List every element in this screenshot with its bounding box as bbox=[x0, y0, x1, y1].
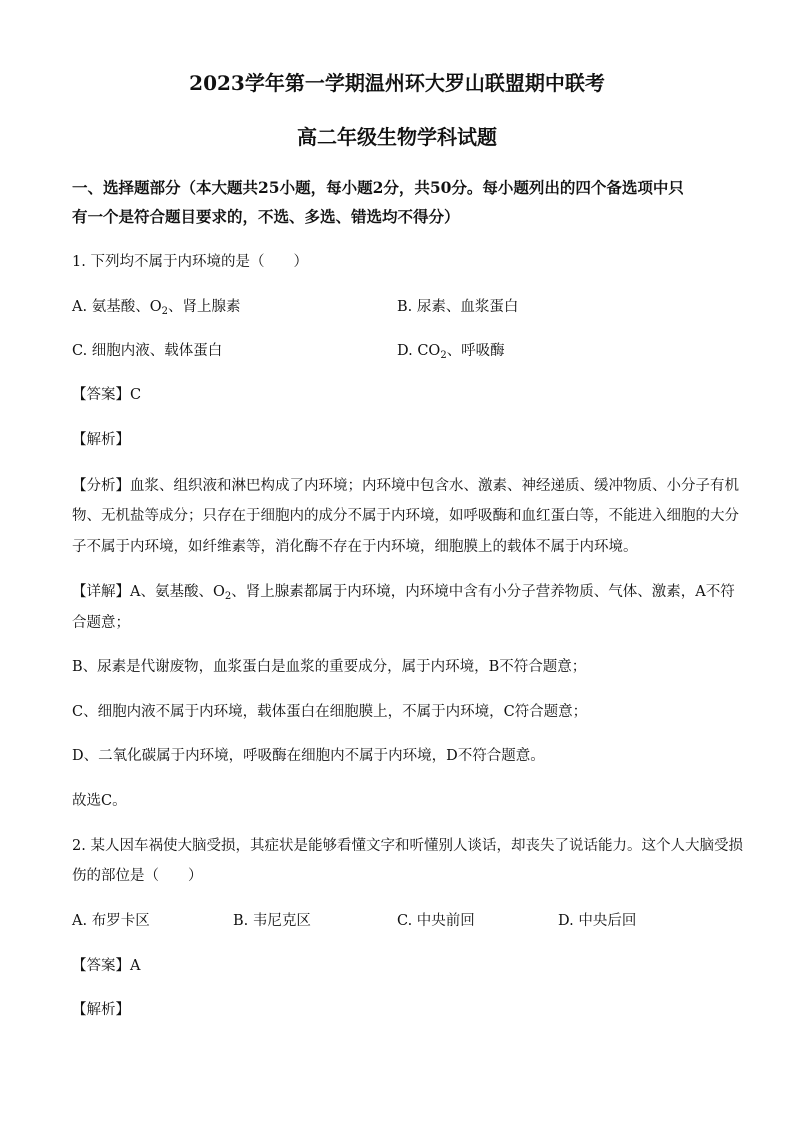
question-1-conclusion: 故选C。 bbox=[72, 793, 127, 809]
option-a-text: A. 氨基酸、O bbox=[72, 299, 162, 315]
xiangjie-text-end: 、肾上腺素都属于内环境，内环境中含有小分子营养物质、气体、激素，A不符 bbox=[231, 584, 735, 600]
question-1-explain-c: C、细胞内液不属于内环境，载体蛋白在细胞膜上，不属于内环境，C符合题意； bbox=[72, 704, 588, 720]
question-1-answer bbox=[72, 385, 141, 405]
question-1-stem: 1. 下列均不属于内环境的是（ ） bbox=[72, 254, 308, 270]
question-2-option-d: D. 中央后回 bbox=[558, 913, 637, 929]
question-1-analysis-label: 【解析】 bbox=[72, 432, 130, 448]
option-d-text-end: 、呼吸酶 bbox=[446, 343, 505, 359]
option-d-text: D. CO bbox=[397, 343, 441, 359]
question-2-option-a: A. 布罗卡区 bbox=[72, 913, 150, 929]
question-1-explain-b: B、尿素是代谢废物，血浆蛋白是血浆的重要成分，属于内环境，B不符合题意； bbox=[72, 659, 587, 675]
xiangjie-subscript: 2 bbox=[224, 591, 232, 602]
option-a-subscript: 2 bbox=[161, 306, 168, 317]
question-1-xiangjie-line1 bbox=[72, 582, 735, 602]
page-title: 2023学年第一学期温州环大罗山联盟期中联考 bbox=[189, 71, 605, 95]
question-1-explain-d: D、二氧化碳属于内环境，呼吸酶在细胞内不属于内环境，D不符合题意。 bbox=[72, 748, 545, 764]
question-2-analysis-label: 【解析】 bbox=[72, 1002, 130, 1018]
question-2-answer bbox=[72, 956, 140, 976]
question-2-stem-line2: 伤的部位是（ ） bbox=[72, 868, 203, 884]
answer-label: 【答案】 bbox=[72, 387, 130, 403]
question-1-option-d bbox=[397, 341, 505, 361]
answer-value: C bbox=[130, 387, 142, 403]
option-d-subscript: 2 bbox=[440, 350, 447, 361]
option-a-text-end: 、肾上腺素 bbox=[167, 299, 241, 315]
xiangjie-text: 【详解】A、氨基酸、O bbox=[72, 584, 225, 600]
section-heading-line2: 有一个是符合题目要求的，不选、多选、错选均不得分） bbox=[72, 207, 460, 226]
question-1-xiangjie-line2: 合题意； bbox=[72, 615, 130, 631]
question-1-option-a bbox=[72, 297, 240, 317]
question-1-fenxi-line1: 【分析】血浆、组织液和淋巴构成了内环境；内环境中包含水、激素、神经递质、缓冲物质、小分子有机 bbox=[72, 478, 739, 494]
question-1-fenxi-line2: 物、无机盐等成分；只存在于细胞内的成分不属于内环境，如呼吸酶和血红蛋白等，不能进入细胞的大分 bbox=[72, 508, 739, 524]
section-heading-line1: 一、选择题部分（本大题共25小题，每小题2分，共50分。每小题列出的四个备选项中只 bbox=[72, 178, 684, 197]
question-2-stem-line1: 2. 某人因车祸使大脑受损，其症状是能够看懂文字和听懂别人谈话，却丧失了说话能力。这个人大脑受损 bbox=[72, 838, 743, 854]
answer-value: A bbox=[130, 958, 141, 974]
question-1-option-c: C. 细胞内液、载体蛋白 bbox=[72, 343, 223, 359]
question-1-option-b: B. 尿素、血浆蛋白 bbox=[397, 299, 519, 315]
question-1-fenxi-line3: 子不属于内环境，如纤维素等，消化酶不存在于内环境，细胞膜上的载体不属于内环境。 bbox=[72, 539, 638, 555]
question-2-option-c: C. 中央前回 bbox=[397, 913, 475, 929]
question-2-option-b: B. 韦尼克区 bbox=[233, 913, 311, 929]
answer-label: 【答案】 bbox=[72, 958, 130, 974]
page-subtitle: 高二年级生物学科试题 bbox=[297, 125, 497, 149]
